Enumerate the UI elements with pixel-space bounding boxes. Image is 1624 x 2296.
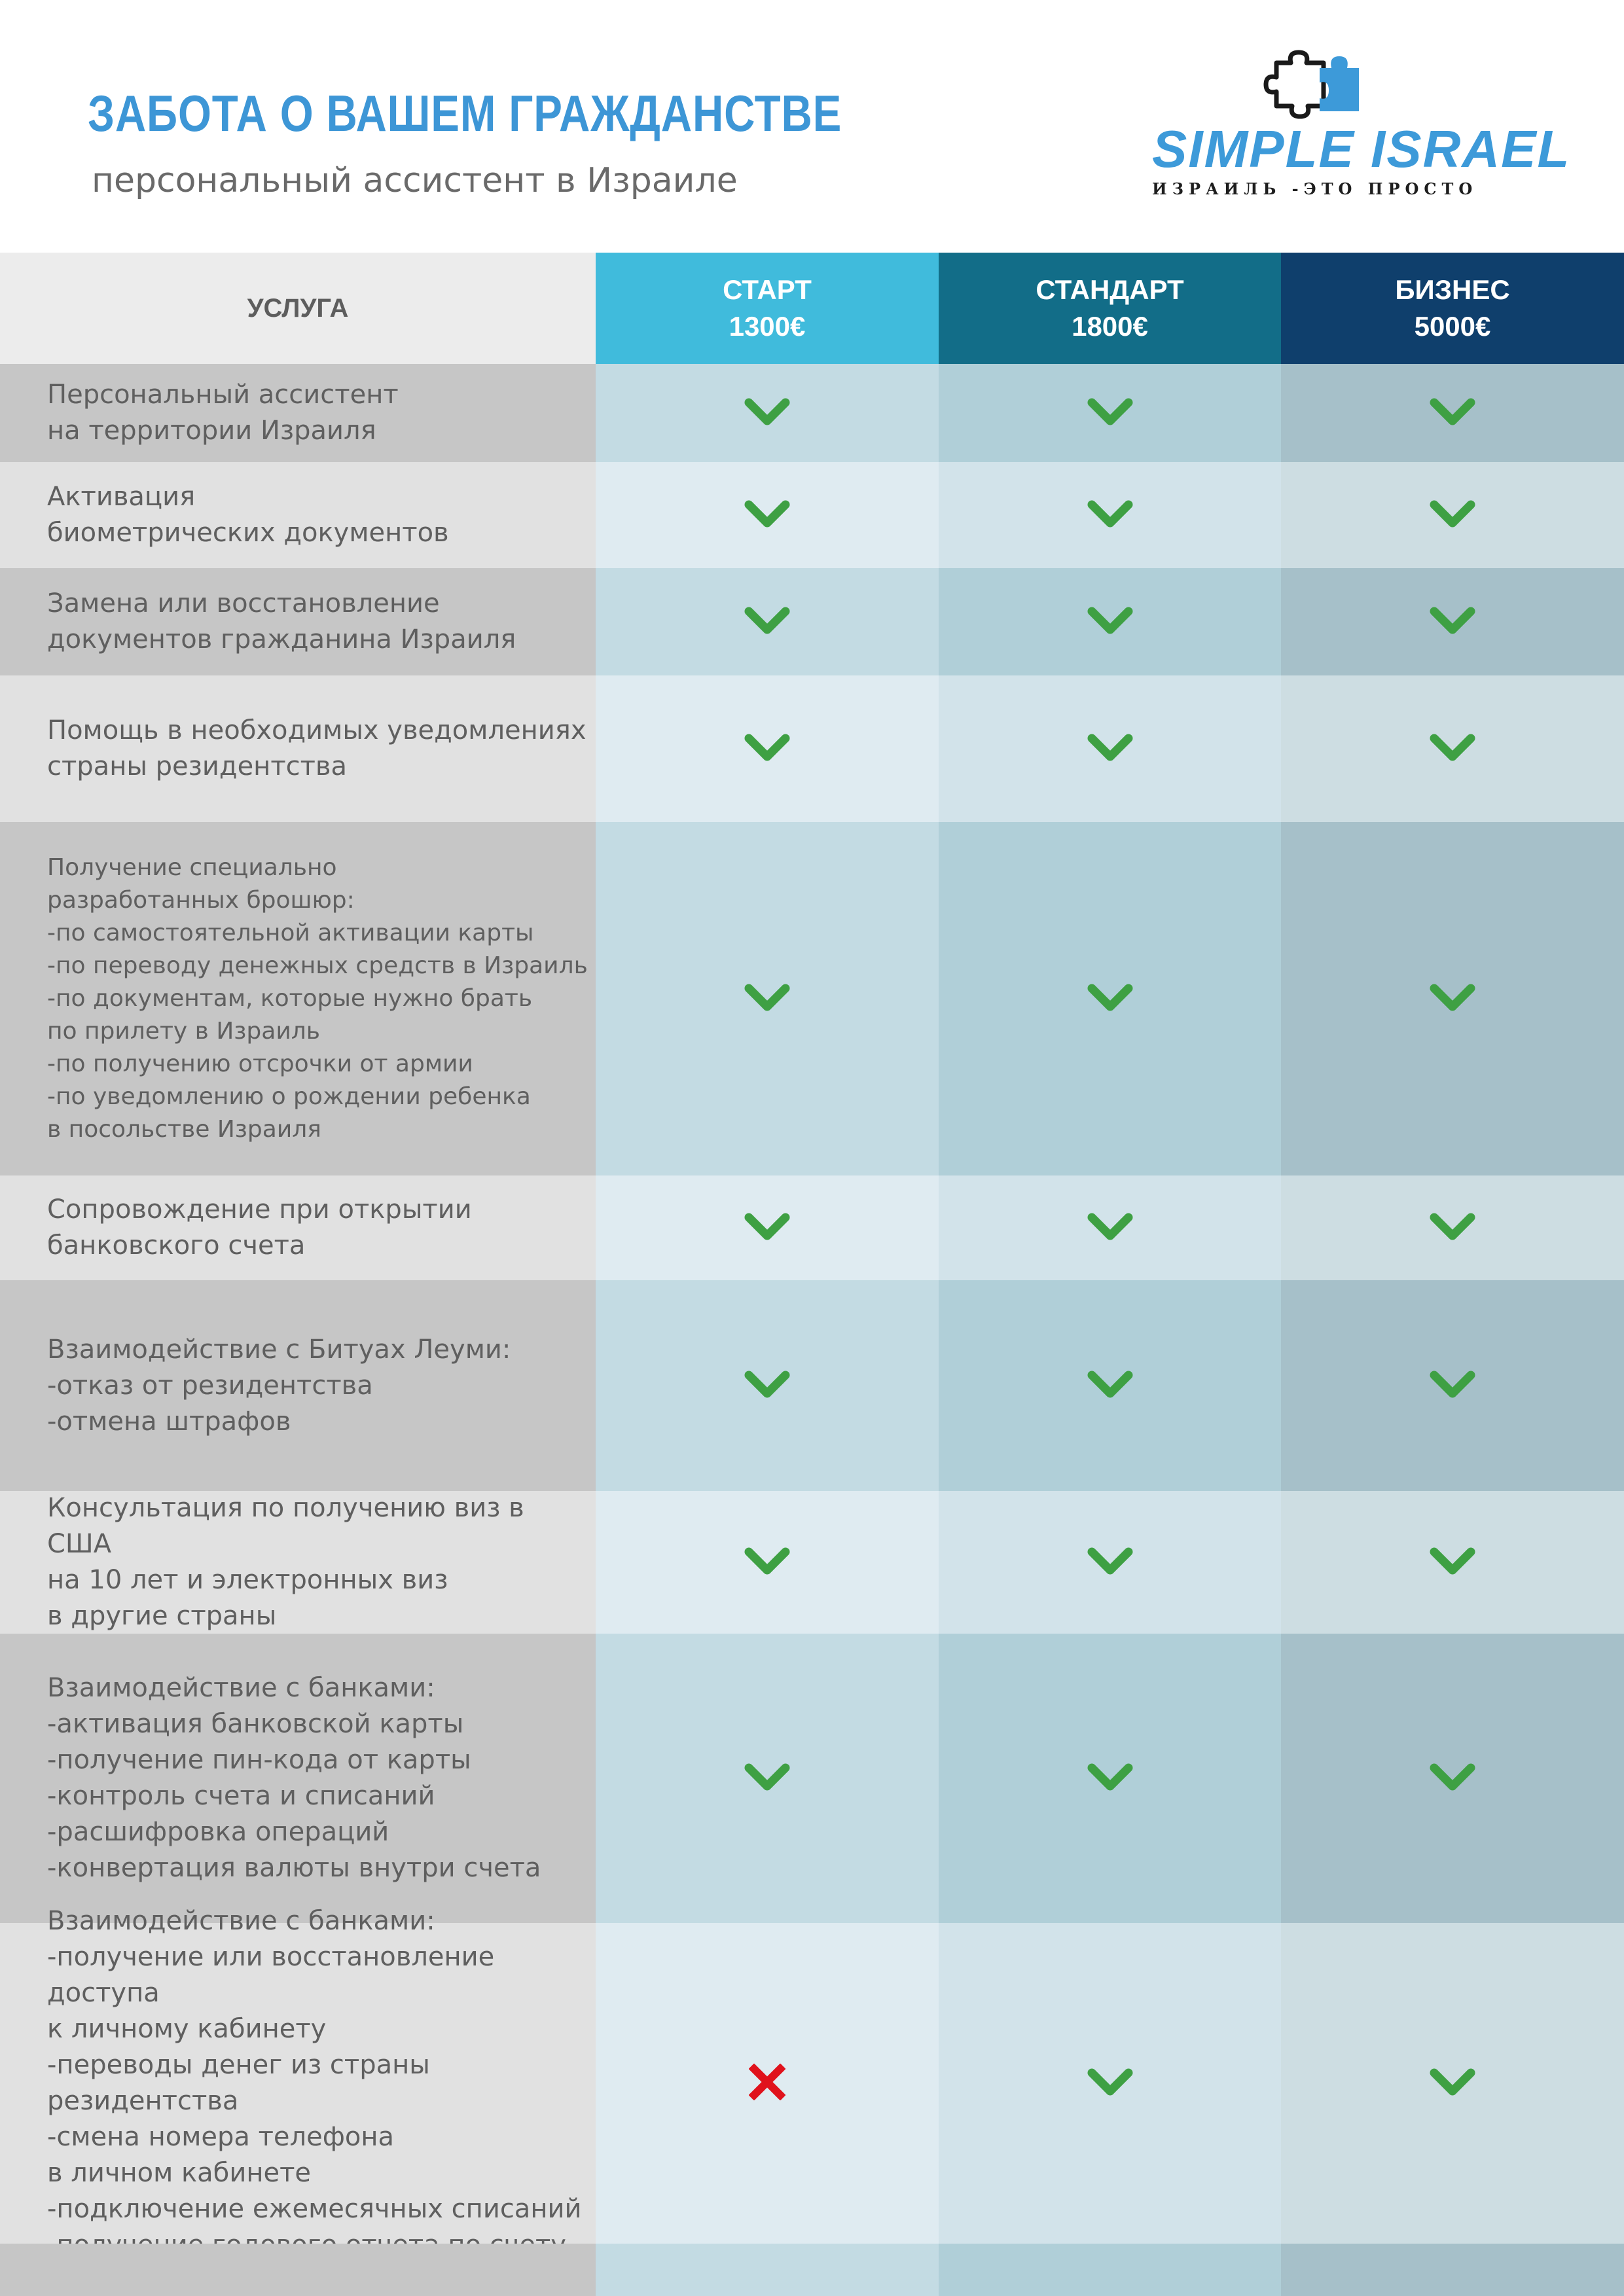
service-label: Замена или восстановление документов гражданина Израиля (47, 588, 516, 655)
logo-tagline: ИЗРАИЛЬ -ЭТО ПРОСТО (1152, 179, 1478, 198)
plan-start-cell (596, 1491, 939, 1634)
check-icon (1087, 1369, 1134, 1403)
plan-start-cell (596, 568, 939, 675)
service-label: Получение специально разработанных брошюр: -по самостоятельной активации карты -по переводу денежных средств в Израиль -по документам, которые нужно брать по прилету в Израиль -по получению отсрочки от армии -по уведомлению о рождении ребенка в посольстве Израиля (47, 854, 588, 1143)
plan-start-cell (596, 1923, 939, 2244)
table-row (0, 1175, 1624, 1280)
plan-start-cell (596, 1280, 939, 1491)
puzzle-icon (1250, 48, 1368, 120)
plan-standard-cell (939, 1280, 1281, 1491)
table-header-row (0, 253, 1624, 364)
plan-standard-cell (939, 675, 1281, 822)
check-icon (1087, 498, 1134, 532)
check-icon (1429, 2066, 1476, 2100)
page-header (0, 0, 1624, 253)
table-row (0, 1906, 1624, 2244)
plan-start-cell (596, 462, 939, 568)
plan-business-cell (1281, 1175, 1624, 1280)
table-row (0, 1491, 1624, 1634)
table-row (0, 675, 1624, 822)
plan-start-header (596, 253, 939, 364)
plan-standard-cell (939, 1175, 1281, 1280)
plan-standard-cell (939, 1634, 1281, 1923)
plan-business-cell (1281, 1923, 1624, 2244)
plan-standard-cell (939, 822, 1281, 1175)
plan-price: 5000€ (1414, 311, 1491, 342)
plan-business-cell (1281, 1280, 1624, 1491)
check-icon (1429, 605, 1476, 639)
plan-start-cell (596, 1634, 939, 1923)
table-row (0, 1634, 1624, 1923)
plan-start-cell (596, 364, 939, 462)
page-subtitle: персональный ассистент в Израиле (92, 161, 738, 200)
check-icon (1087, 605, 1134, 639)
plan-standard-cell (939, 364, 1281, 462)
check-icon (1429, 732, 1476, 766)
check-icon (1087, 1211, 1134, 1245)
table-row (0, 568, 1624, 675)
check-icon (1087, 1761, 1134, 1795)
plan-start-cell (596, 1175, 939, 1280)
check-icon (744, 732, 791, 766)
check-icon (1087, 1545, 1134, 1579)
plan-business-cell (1281, 364, 1624, 462)
check-icon (744, 396, 791, 430)
plan-standard-cell (939, 2244, 1281, 2296)
plan-business-cell (1281, 2244, 1624, 2296)
plan-standard-header (939, 253, 1281, 364)
plan-standard-cell (939, 462, 1281, 568)
service-cell (0, 822, 596, 1175)
plan-name: СТАНДАРТ (1036, 274, 1184, 305)
service-column-header: УСЛУГА (0, 253, 596, 364)
table-row (0, 364, 1624, 462)
check-icon (1429, 1545, 1476, 1579)
check-icon (1429, 982, 1476, 1016)
plan-business-header (1281, 253, 1624, 364)
plan-price: 1800€ (1072, 311, 1148, 342)
service-cell (0, 1634, 596, 1923)
service-cell (0, 364, 596, 462)
plan-business-cell (1281, 822, 1624, 1175)
service-label: Взаимодействие с Битуах Леуми: -отказ от резидентства -отмена штрафов (47, 1334, 511, 1437)
check-icon (1087, 732, 1134, 766)
service-label: Помощь в необходимых уведомлениях страны резидентства (47, 715, 586, 781)
check-icon (1429, 1211, 1476, 1245)
check-icon (1429, 396, 1476, 430)
check-icon (1087, 982, 1134, 1016)
simple-israel-logo (1152, 48, 1571, 206)
table-row (0, 822, 1624, 1175)
service-cell (0, 1175, 596, 1280)
plan-standard-cell (939, 1923, 1281, 2244)
service-label: Консультация по получению виз в США на 10 лет и электронных виз в другие страны (47, 1493, 524, 1631)
service-cell (0, 1280, 596, 1491)
plan-start-cell (596, 675, 939, 822)
service-label: Взаимодействие с банками: -получение или восстановление доступа к личному кабинету -переводы денег из страны резидентства -смена номера телефона в личном кабинете -подключение ежемесячных списаний (47, 1906, 582, 2224)
service-cell (0, 1906, 596, 2244)
plan-business-cell (1281, 1634, 1624, 1923)
check-icon (744, 982, 791, 1016)
check-icon (744, 1211, 791, 1245)
check-icon (1429, 498, 1476, 532)
service-cell (0, 1491, 596, 1634)
plan-name: СТАРТ (723, 274, 812, 305)
plan-business-cell (1281, 675, 1624, 822)
page-title: ЗАБОТА О ВАШЕМ ГРАЖДАНСТВЕ (88, 84, 842, 142)
table-row (0, 2244, 1624, 2296)
service-cell (0, 2244, 596, 2296)
service-cell (0, 675, 596, 822)
plan-start-cell (596, 2244, 939, 2296)
check-icon (744, 498, 791, 532)
plan-standard-cell (939, 1491, 1281, 1634)
service-label: Активация биометрических документов (47, 482, 449, 548)
service-cell (0, 568, 596, 675)
check-icon (1087, 2066, 1134, 2100)
plan-start-cell (596, 822, 939, 1175)
plan-price: 1300€ (729, 311, 806, 342)
check-icon (744, 1369, 791, 1403)
plan-business-cell (1281, 462, 1624, 568)
service-cell (0, 462, 596, 568)
service-label: Взаимодействие с банками: -активация банковской карты -получение пин-кода от карты -контроль счета и списаний -расшифровка операций -конвертация валюты внутри счета (47, 1673, 541, 1883)
plan-name: БИЗНЕС (1395, 274, 1510, 305)
plan-business-cell (1281, 568, 1624, 675)
check-icon (744, 1545, 791, 1579)
table-row (0, 1280, 1624, 1491)
cross-icon (749, 2064, 785, 2103)
plan-business-cell (1281, 1491, 1624, 1634)
logo-brand: SIMPLE ISRAEL (1152, 120, 1571, 178)
service-label: Персональный ассистент на территории Израиля (47, 380, 399, 446)
check-icon (744, 605, 791, 639)
service-label: Сопровождение при открытии банковского счета (47, 1194, 472, 1261)
check-icon (1087, 396, 1134, 430)
table-row (0, 462, 1624, 568)
plan-standard-cell (939, 568, 1281, 675)
check-icon (1429, 1369, 1476, 1403)
check-icon (1429, 1761, 1476, 1795)
check-icon (744, 1761, 791, 1795)
